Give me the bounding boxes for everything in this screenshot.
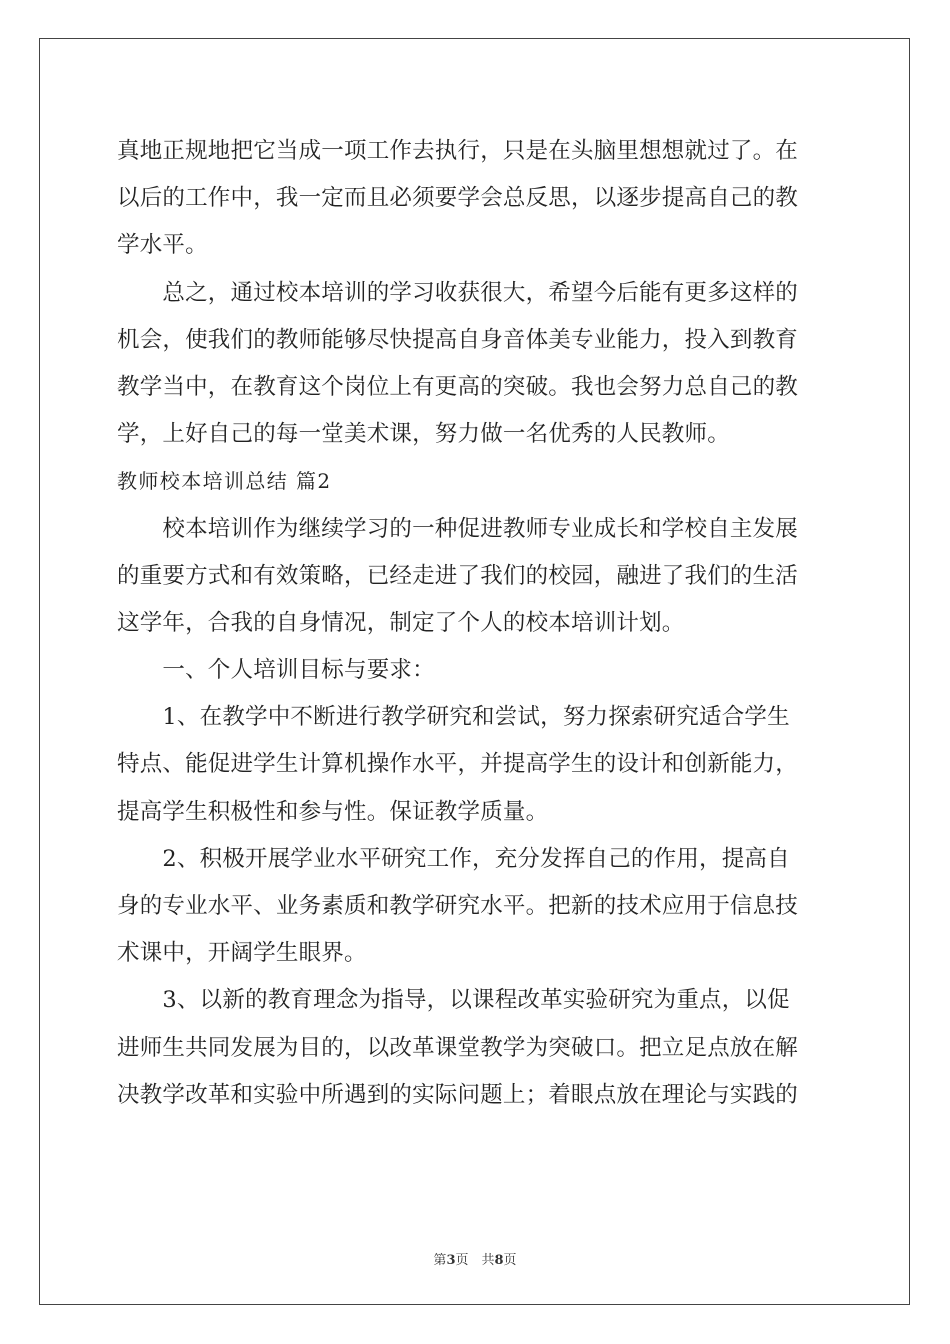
page-prefix: 第: [433, 1253, 447, 1268]
text-line: 2、积极开展学业水平研究工作，充分发挥自己的作用，提高自: [117, 845, 790, 872]
text-line: 教学当中，在教育这个岗位上有更高的突破。我也会努力总自己的教: [117, 373, 799, 400]
text-line: 以后的工作中，我一定而且必须要学会总反思，以逐步提高自己的教: [117, 185, 799, 212]
text-line: 校本培训作为继续学习的一种促进教师专业成长和学校自主发展: [117, 515, 799, 542]
text-line: 一、个人培训目标与要求：: [117, 657, 435, 684]
page-total: 8: [494, 1253, 504, 1268]
text-line: 机会，使我们的教师能够尽快提高自身音体美专业能力，投入到教育: [117, 326, 799, 353]
page-current: 3: [446, 1253, 456, 1268]
text-line: 学水平。: [117, 232, 208, 259]
text-line: 进师生共同发展为目的，以改革课堂教学为突破口。把立足点放在解: [117, 1034, 799, 1061]
text-line: 提高学生积极性和参与性。保证教学质量。: [117, 798, 549, 825]
text-line: 学，上好自己的每一堂美术课，努力做一名优秀的人民教师。: [117, 421, 730, 448]
section-heading: 教师校本培训总结 篇2: [117, 469, 332, 494]
text-line: 的重要方式和有效策略，已经走进了我们的校园，融进了我们的生活: [117, 562, 799, 589]
document-body: [117, 128, 835, 1119]
text-line: 术课中，开阔学生眼界。: [117, 940, 367, 967]
text-line: 3、以新的教育理念为指导，以课程改革实验研究为重点，以促: [117, 987, 790, 1014]
text-line: 这学年，合我的自身情况，制定了个人的校本培训计划。: [117, 609, 685, 636]
text-line: 特点、能促进学生计算机操作水平，并提高学生的设计和创新能力，: [117, 751, 799, 778]
page-mid: 页 共: [455, 1253, 495, 1268]
text-line: 决教学改革和实验中所遇到的实际问题上；着眼点放在理论与实践的: [117, 1081, 799, 1108]
text-line: 真地正规地把它当成一项工作去执行，只是在头脑里想想就过了。在: [117, 138, 799, 164]
page-footer: [0, 1249, 950, 1268]
text-line: 身的专业水平、业务素质和教学研究水平。把新的技术应用于信息技: [117, 893, 799, 919]
text-line: 1、在教学中不断进行教学研究和尝试，努力探索研究适合学生: [117, 704, 790, 731]
text-line: 总之，通过校本培训的学习收获很大，希望今后能有更多这样的: [117, 279, 799, 306]
page-suffix: 页: [503, 1253, 517, 1268]
